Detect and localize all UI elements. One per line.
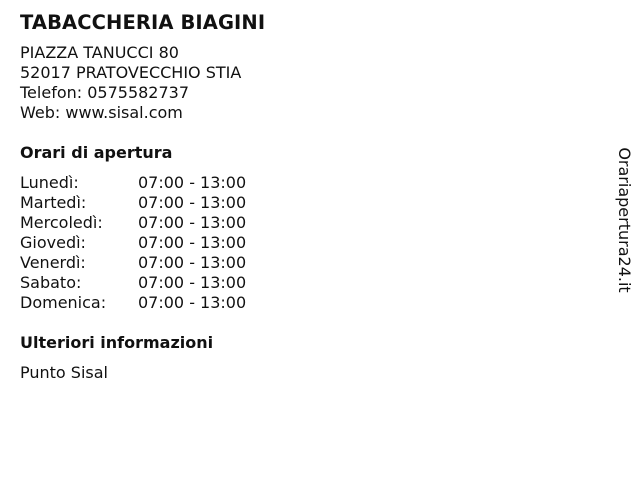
info-text: Punto Sisal (20, 363, 108, 382)
day-label: Sabato: (20, 273, 82, 292)
hours-heading: Orari di apertura (20, 143, 173, 162)
hours-list (20, 173, 580, 313)
day-label: Giovedì: (20, 233, 86, 252)
day-label: Martedì: (20, 193, 87, 212)
info-heading: Ulteriori informazioni (20, 333, 214, 352)
day-label: Venerdì: (20, 253, 86, 272)
time-range: 07:00 - 13:00 (138, 253, 247, 272)
day-label: Mercoledì: (20, 213, 103, 232)
time-range: 07:00 - 13:00 (138, 233, 247, 252)
hours-row-monday (20, 173, 580, 193)
hours-row-wednesday (20, 213, 580, 233)
day-label: Domenica: (20, 293, 107, 312)
address-city: 52017 PRATOVECCHIO STIA (20, 63, 242, 82)
hours-row-friday (20, 253, 580, 273)
store-address-block (20, 43, 580, 123)
address-street: PIAZZA TANUCCI 80 (20, 43, 179, 62)
time-range: 07:00 - 13:00 (138, 213, 247, 232)
time-range: 07:00 - 13:00 (138, 173, 247, 192)
site-watermark: Orariapertura24.it (615, 147, 634, 293)
store-name: TABACCHERIA BIAGINI (20, 11, 266, 34)
hours-row-sunday (20, 293, 580, 313)
time-range: 07:00 - 13:00 (138, 273, 247, 292)
hours-row-saturday (20, 273, 580, 293)
time-range: 07:00 - 13:00 (138, 193, 247, 212)
hours-row-tuesday (20, 193, 580, 213)
hours-row-thursday (20, 233, 580, 253)
store-card (20, 10, 580, 383)
website: Web: www.sisal.com (20, 103, 183, 122)
time-range: 07:00 - 13:00 (138, 293, 247, 312)
day-label: Lunedì: (20, 173, 79, 192)
phone-number: Telefon: 0575582737 (20, 83, 190, 102)
